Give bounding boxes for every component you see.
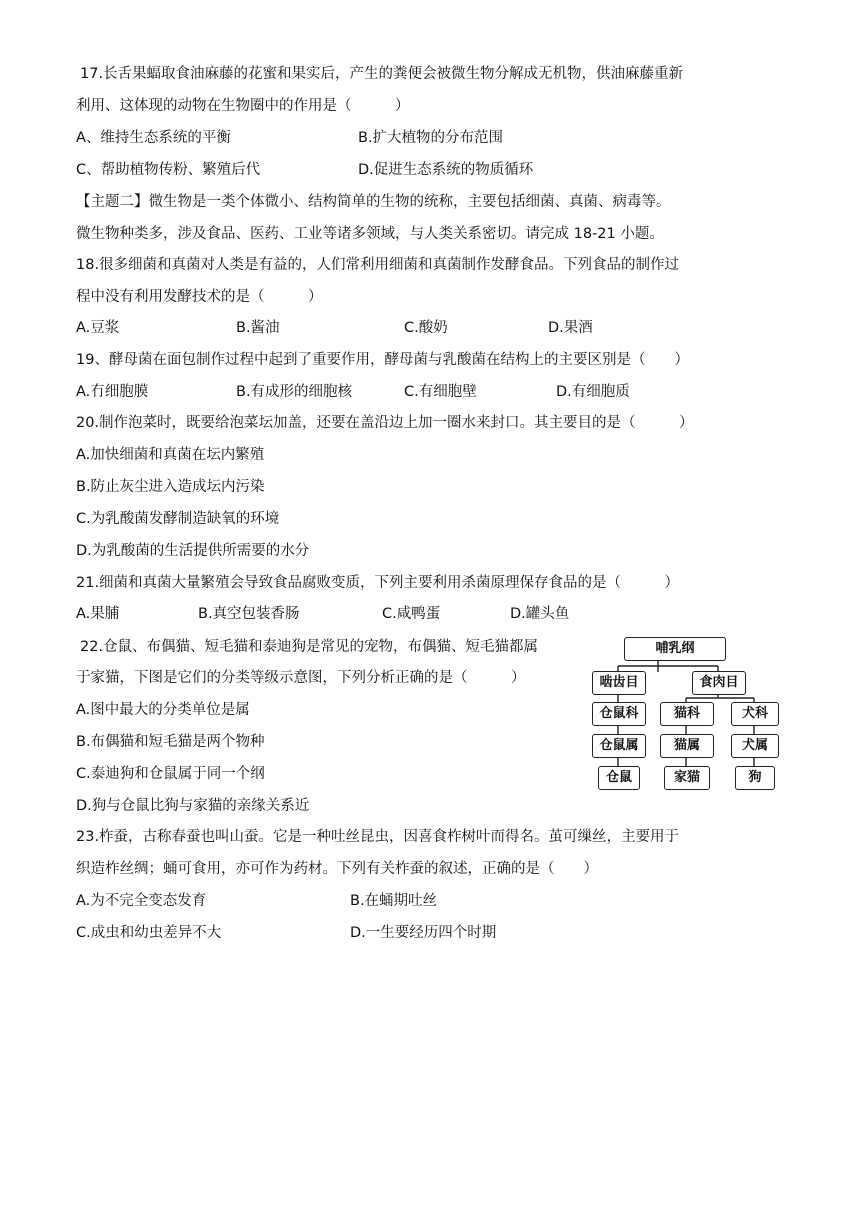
q18-option-d: D.果酒 [548,320,593,336]
q22-option-b: B.布偶猫和短毛猫是两个物种 [76,734,265,750]
q23-option-c: C.成虫和幼虫差异不大 [76,925,222,941]
q21-option-c: C.咸鸭蛋 [382,606,441,622]
q20-option-a: A.加快细菌和真菌在坛内繁殖 [76,447,265,463]
q23-stem-line2: 织造柞丝绸；蛹可食用，亦可作为药材。下列有关柞蚕的叙述，正确的是（ ） [76,861,598,877]
q21-option-b: B.真空包装香肠 [198,606,300,622]
topic2-line2: 微生物种类多，涉及食品、医药、工业等诸多领域，与人类关系密切。请完成 18-21 小题。 [76,226,664,242]
q23-stem-line1: 23.柞蚕，古称春蚕也叫山蚕。它是一种吐丝昆虫，因喜食柞树叶而得名。茧可缫丝，主要用于 [76,829,680,845]
diagram-order-carnivora: 食肉目 [692,671,746,695]
topic2-line1: 【主题二】微生物是一类个体微小、结构简单的生物的统称，主要包括细菌、真菌、病毒等。 [76,194,671,210]
q21-stem: 21.细菌和真菌大量繁殖会导致食品腐败变质，下列主要利用杀菌原理保存食品的是（ ） [76,575,680,591]
q20-option-b: B.防止灰尘进入造成坛内污染 [76,479,265,495]
q17-stem-line2: 利用、这体现的动物在生物圈中的作用是（ ） [76,98,410,114]
q18-option-a: A.豆浆 [76,320,120,336]
diagram-genus-hamster: 仓鼠属 [592,734,646,758]
diagram-family-cricetidae: 仓鼠科 [592,702,646,726]
q17-option-c: C、帮助植物传粉、繁殖后代 [76,162,261,178]
q21-option-d: D.罐头鱼 [510,606,570,622]
q17-stem-line1: 17.长舌果蝠取食油麻藤的花蜜和果实后，产生的粪便会被微生物分解成无机物，供油麻藤重新 [80,66,684,82]
q18-option-c: C.酸奶 [404,320,448,336]
diagram-class-box: 哺乳纲 [624,637,726,661]
diagram-species-hamster: 仓鼠 [598,766,640,790]
q22-stem-line2: 于家猫，下图是它们的分类等级示意图，下列分析正确的是（ ） [76,670,526,686]
diagram-species-dog: 狗 [735,766,775,790]
q19-option-d: D.有细胞质 [556,384,630,400]
q22-stem-line1: 22.仓鼠、布偶猫、短毛猫和泰迪狗是常见的宠物，布偶猫、短毛猫都属 [80,639,539,655]
q20-stem: 20.制作泡菜时，既要给泡菜坛加盖，还要在盖沿边上加一圈水来封口。其主要目的是（ ） [76,415,694,431]
q21-option-a: A.果脯 [76,606,120,622]
q19-stem: 19、酵母菌在面包制作过程中起到了重要作用，酵母菌与乳酸菌在结构上的主要区别是（ ） [76,352,689,368]
q19-option-c: C.有细胞壁 [404,384,477,400]
q18-option-b: B.酱油 [236,320,280,336]
classification-diagram [588,634,784,796]
diagram-genus-felis: 猫属 [660,734,714,758]
q19-option-b: B.有成形的细胞核 [236,384,353,400]
q19-option-a: A.冇细胞膜 [76,384,149,400]
q17-option-d: D.促进生态系统的物质循环 [358,162,534,178]
q22-option-a: A.图中最大的分类单位是属 [76,702,250,718]
q23-option-b: B.在蛹期吐丝 [350,893,438,909]
diagram-order-rodentia: 啮齿目 [592,671,646,695]
diagram-family-canidae: 犬科 [731,702,779,726]
q23-option-a: A.为不完全变态发育 [76,893,207,909]
diagram-genus-canis: 犬属 [731,734,779,758]
q17-option-a: A、维持生态系统的平衡 [76,130,231,146]
diagram-family-felidae: 猫科 [660,702,714,726]
q20-option-d: D.为乳酸菌的生活提供所需要的水分 [76,543,310,559]
diagram-species-house-cat: 家猫 [664,766,710,790]
q22-option-c: C.泰迪狗和仓鼠属于同一个纲 [76,766,265,782]
q23-option-d: D.一生要经历四个时期 [350,925,497,941]
q22-option-d: D.狗与仓鼠比狗与家猫的亲缘关系近 [76,798,310,814]
q17-option-b: B.扩大植物的分布范围 [358,130,504,146]
q18-stem-line2: 程中没有利用发酵技术的是（ ） [76,289,323,305]
q20-option-c: C.为乳酸菌发酵制造缺氧的环境 [76,511,280,527]
q18-stem-line1: 18.很多细菌和真菌对人类是有益的，人们常利用细菌和真菌制作发酵食品。下列食品的制作过 [76,257,680,273]
